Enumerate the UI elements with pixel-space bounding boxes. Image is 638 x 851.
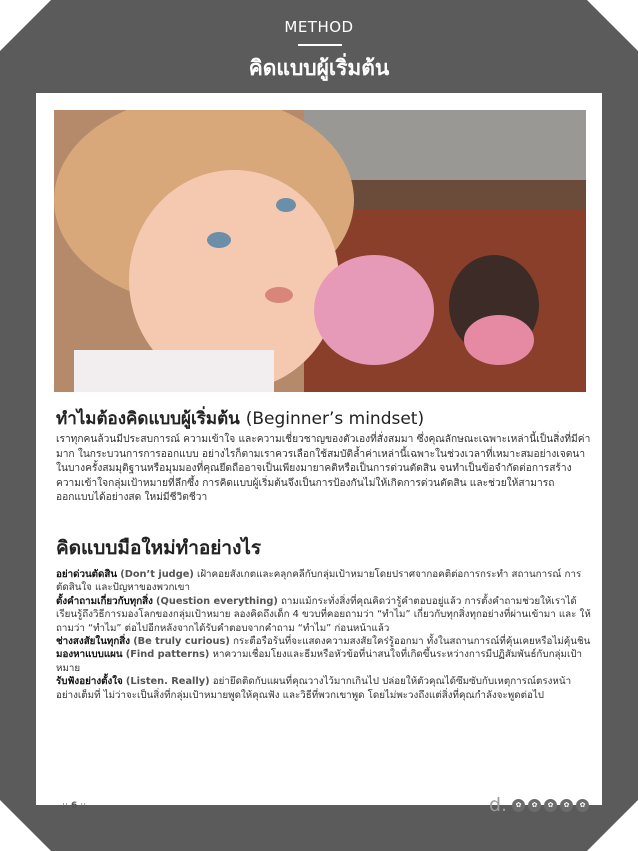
section1-paragraph: เราทุกคนล้วนมีประสบการณ์ ความเข้าใจ และความเชี่ยวชาญของตัวเองที่สั่งสมมา ซึ่งคุณลักษณะเฉพาะเหล่านี้เป็นสิ่งที่มีค่ามาก ในกระบวนการการออกแบบ อย่างไรก็ตามเราควรเลือกใช้สมบัติล้ำค่าเหล่านี้เฉพาะในช่วงเวลาที่เหมาะสมอย่างเจตนา ในบางครั้งสมมุติฐานหรือมุมมองที่คุณยึดถืออาจเป็นเพียงมายาคติหรือเป็นการด่วนตัดสิน จนทำเป็นข้อจำกัดต่อการสร้างความเข้าใจกลุ่มเป้าหมายที่ลึกซึ้ง การคิดแบบผู้เริ่มต้นจึงเป็นการป้องกันไม่ให้เกิดการด่วนตัดสิน และช่วยให้สามารถออกแบบได้อย่างสด ใหม่มีชีวิตชีวา — [56, 434, 591, 504]
item-lead: ช่างสงสัยในทุกสิ่ง — [56, 636, 131, 648]
item-text: กระตือรือร้นที่จะแสดงความสงสัยใคร่รู้ออกมา ทั้งในสถานการณ์ที่คุ้นเคยหรือไม่คุ้นชิน — [232, 636, 591, 648]
school-icon: ✿ — [576, 799, 589, 812]
dschool-logo — [489, 793, 589, 817]
section-label: METHOD — [284, 18, 354, 36]
section1-heading — [56, 405, 596, 432]
school-icon: ✿ — [544, 799, 557, 812]
item-en: (Question everything) — [156, 595, 278, 607]
item-lead: อย่าด่วนตัดสิน — [56, 569, 118, 580]
item-text: อย่ายึดติดกับแผนที่คุณวางไว้มากเกินไป ปล่อยให้ตัวคุณได้ซึมซับกับเหตุการณ์ตรงหน้าอย่างเต็มที่ ไม่ว่าจะเป็นสิ่งที่กลุ่มเป้าหมายพูดให้คุณฟัง และวิธีที่พวกเขาพูด โดยไม่พะวงถึงแต่สิ่งที่คุณกำลังจะพูดต่อไป — [56, 676, 572, 701]
page-title: คิดแบบผู้เริ่มต้น — [248, 56, 390, 80]
page-marker-right: :: — [80, 801, 87, 811]
item-en: (Find patterns) — [125, 649, 210, 661]
item-en: (Be truly curious) — [133, 636, 230, 648]
section1-heading-en: (Beginner’s mindset) — [245, 409, 425, 429]
item-text: เฝ้าคอยสังเกตและคลุกคลีกับกลุ่มเป้าหมายโดยปราศจากอคติต่อการกระทำ สถานการณ์ การตัดสินใจ และปัญหาของพวกเขา — [56, 569, 582, 594]
list-item — [56, 635, 592, 648]
page-marker-left: :: — [62, 801, 69, 811]
baby-photo — [54, 110, 586, 392]
list-item — [56, 648, 592, 675]
list-item — [56, 568, 592, 595]
list-item — [56, 675, 592, 702]
list-item — [56, 595, 592, 635]
section2-heading: คิดแบบมือใหม่ทำอย่างไร — [56, 537, 262, 559]
tips-list — [56, 568, 592, 702]
page-number — [62, 801, 86, 811]
school-icon: ✿ — [512, 799, 525, 812]
school-icon: ✿ — [528, 799, 541, 812]
header-divider — [298, 44, 342, 46]
page-number-value: 6 — [70, 801, 78, 811]
item-lead: รับฟังอย่างตั้งใจ — [56, 676, 123, 688]
item-text: ถามแม้กระทั่งสิ่งที่คุณคิดว่ารู้คำตอบอยู่แล้ว การตั้งคำถามช่วยให้เราได้เรียนรู้ถึงวิธีการมองโลกของกลุ่มเป้าหมาย ลองคิดถึงเด็ก 4 ขวบที่คอยถามว่า “ทำไม” เกี่ยวกับทุกสิ่งทุกอย่างที่ผ่านเข้ามา และ ให้ถามว่า “ทำไม” ต่อไปอีกหลังจากได้รับคำตอบจากคำถาม “ทำไม” ก่อนหน้าแล้ว — [56, 595, 591, 634]
item-lead: ตั้งคำถามเกี่ยวกับทุกสิ่ง — [56, 595, 153, 607]
item-text: หาความเชื่อมโยงและธีมหรือหัวข้อที่น่าสนใจที่เกิดขึ้นระหว่างการมีปฏิสัมพันธ์กับกลุ่มเป้าหมาย — [56, 649, 583, 674]
item-en: (Don’t judge) — [120, 569, 194, 580]
logo-letter: d. — [489, 794, 508, 816]
item-lead: มองหาแบบแผน — [56, 649, 123, 661]
item-en: (Listen. Really) — [125, 676, 210, 688]
section1-heading-th: ทำไมต้องคิดแบบผู้เริ่มต้น — [56, 409, 240, 429]
school-icon: ✿ — [560, 799, 573, 812]
